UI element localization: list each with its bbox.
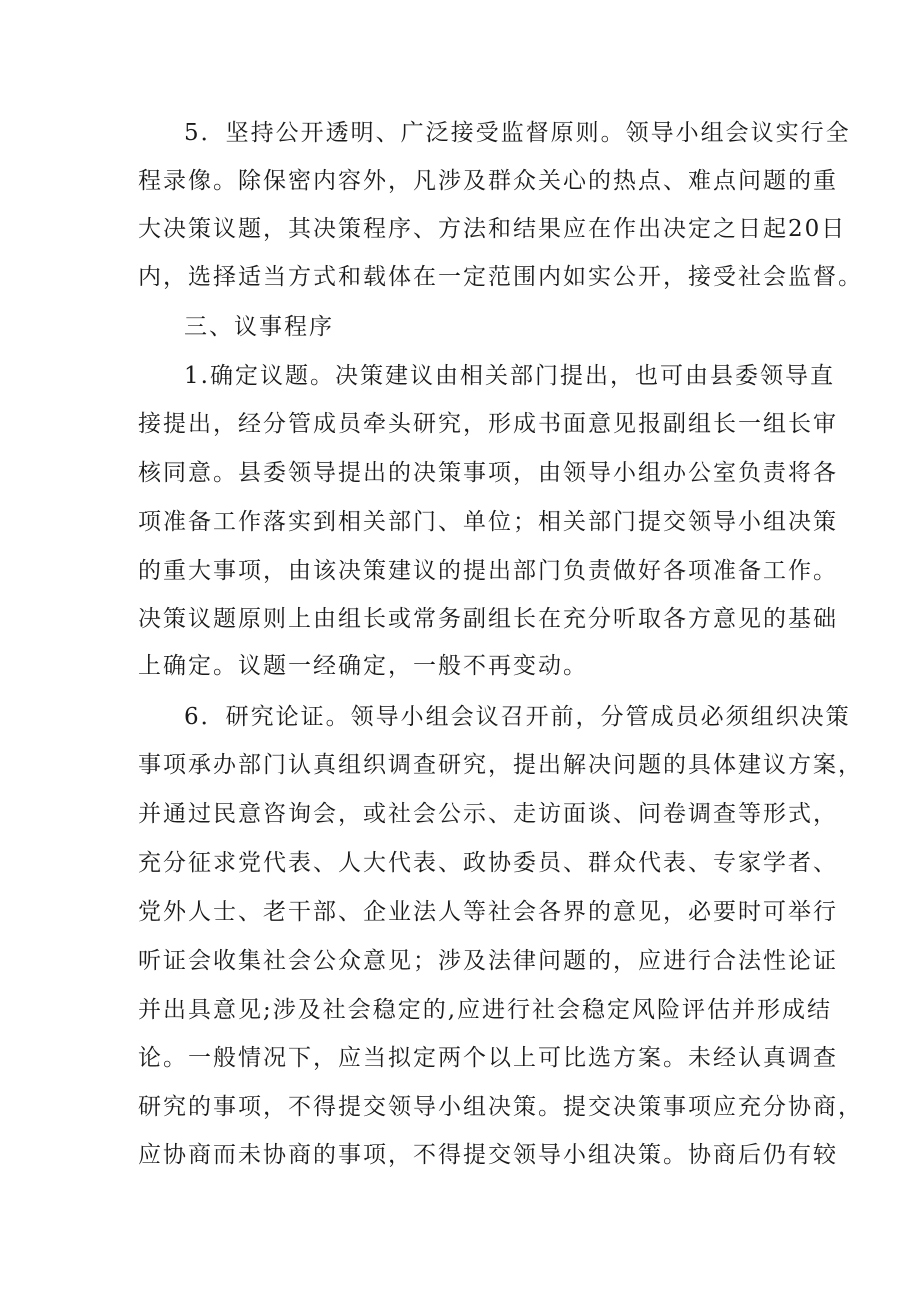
paragraph-6-line-4: 充分征求党代表、人大代表、政协委员、群众代表、专家学者、 <box>138 850 838 876</box>
paragraph-6-line-9: 研究的事项，不得提交领导小组决策。提交决策事项应充分协商， <box>138 1094 863 1120</box>
paragraph-1-line-2: 接提出，经分管成员牵头研究，形成书面意见报副组长一组长审 <box>138 411 838 437</box>
paragraph-6-line-10: 应协商而未协商的事项，不得提交领导小组决策。协商后仍有较 <box>138 1142 838 1168</box>
paragraph-1-line-5: 的重大事项，由该决策建议的提出部门负责做好各项准备工作。 <box>138 558 838 584</box>
section-heading: 三、议事程序 <box>184 314 334 340</box>
paragraph-6-line-3: 并通过民意咨询会，或社会公示、走访面谈、问卷调查等形式， <box>138 801 838 827</box>
paragraph-1-line-7: 上确定。议题一经确定，一般不再变动。 <box>138 653 588 679</box>
paragraph-5-line-4: 内，选择适当方式和载体在一定范围内如实公开，接受社会监督。 <box>138 264 863 290</box>
paragraph-1-line-6: 决策议题原则上由组长或常务副组长在充分听取各方意见的基础 <box>138 606 838 632</box>
paragraph-6-line-2: 事项承办部门认真组织调查研究，提出解决问题的具体建议方案， <box>138 752 863 778</box>
paragraph-6-line-6: 听证会收集社会公众意见；涉及法律问题的，应进行合法性论证 <box>138 948 838 974</box>
paragraph-6-line-5: 党外人士、老干部、企业法人等社会各界的意见，必要时可举行 <box>138 899 838 925</box>
paragraph-5-line-1: 5．坚持公开透明、广泛接受监督原则。领导小组会议实行全 <box>184 120 851 146</box>
paragraph-1-line-4: 项准备工作落实到相关部门、单位；相关部门提交领导小组决策 <box>138 509 838 535</box>
paragraph-5-line-3: 大决策议题，其决策程序、方法和结果应在作出决定之日起20日 <box>138 216 847 242</box>
paragraph-6-line-8: 论。一般情况下，应当拟定两个以上可比选方案。未经认真调查 <box>138 1045 838 1071</box>
paragraph-6-line-7: 并出具意见;涉及社会稳定的,应进行社会稳定风险评估并形成结 <box>138 997 833 1023</box>
paragraph-1-line-1: 1.确定议题。决策建议由相关部门提出，也可由县委领导直 <box>184 363 835 389</box>
paragraph-5-line-2: 程录像。除保密内容外，凡涉及群众关心的热点、难点问题的重 <box>138 168 838 194</box>
paragraph-1-line-3: 核同意。县委领导提出的决策事项，由领导小组办公室负责将各 <box>138 460 838 486</box>
paragraph-6-line-1: 6．研究论证。领导小组会议召开前，分管成员必须组织决策 <box>184 704 851 730</box>
